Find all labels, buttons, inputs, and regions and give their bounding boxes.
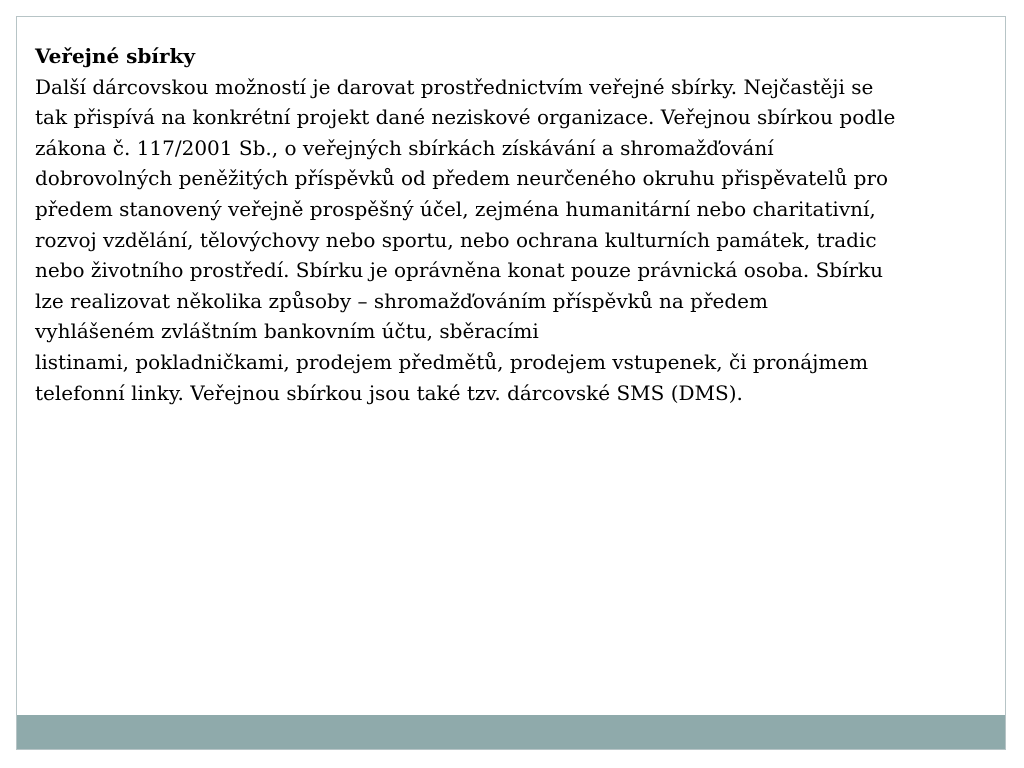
body-line: listinami, pokladničkami, prodejem předmětů, prodejem vstupenek, či pronájmem bbox=[35, 349, 869, 374]
slide bbox=[16, 16, 1006, 750]
body-line: rozvoj vzdělání, tělovýchovy nebo sportu, nebo ochrana kulturních památek, tradic bbox=[35, 227, 877, 252]
body-line: nebo životního prostředí. Sbírku je oprávněna konat pouze právnická osoba. Sbírku bbox=[35, 258, 884, 283]
body-line: vyhlášeném zvláštním bankovním účtu, sběracími bbox=[35, 319, 539, 344]
body-line: dobrovolných peněžitých příspěvků od předem neurčeného okruhu přispěvatelů pro bbox=[35, 166, 889, 191]
body-line: Další dárcovskou možností je darovat prostřednictvím veřejné sbírky. Nejčastěji se bbox=[35, 74, 874, 99]
body-line: zákona č. 117/2001 Sb., o veřejných sbírkách získávání a shromažďování bbox=[35, 135, 774, 160]
body-line: tak přispívá na konkrétní projekt dané neziskové organizace. Veřejnou sbírkou podle bbox=[35, 105, 896, 130]
footer-bar bbox=[17, 715, 1005, 749]
body-line: telefonní linky. Veřejnou sbírkou jsou také tzv. dárcovské SMS (DMS). bbox=[35, 380, 743, 405]
slide-content bbox=[35, 41, 1000, 408]
body-line: lze realizovat několika způsoby – shromažďováním příspěvků na předem bbox=[35, 288, 768, 313]
body-line: předem stanovený veřejně prospěšný účel, zejména humanitární nebo charitativní, bbox=[35, 196, 876, 221]
slide-title: Veřejné sbírky bbox=[35, 44, 195, 68]
slide-body bbox=[35, 72, 1000, 409]
